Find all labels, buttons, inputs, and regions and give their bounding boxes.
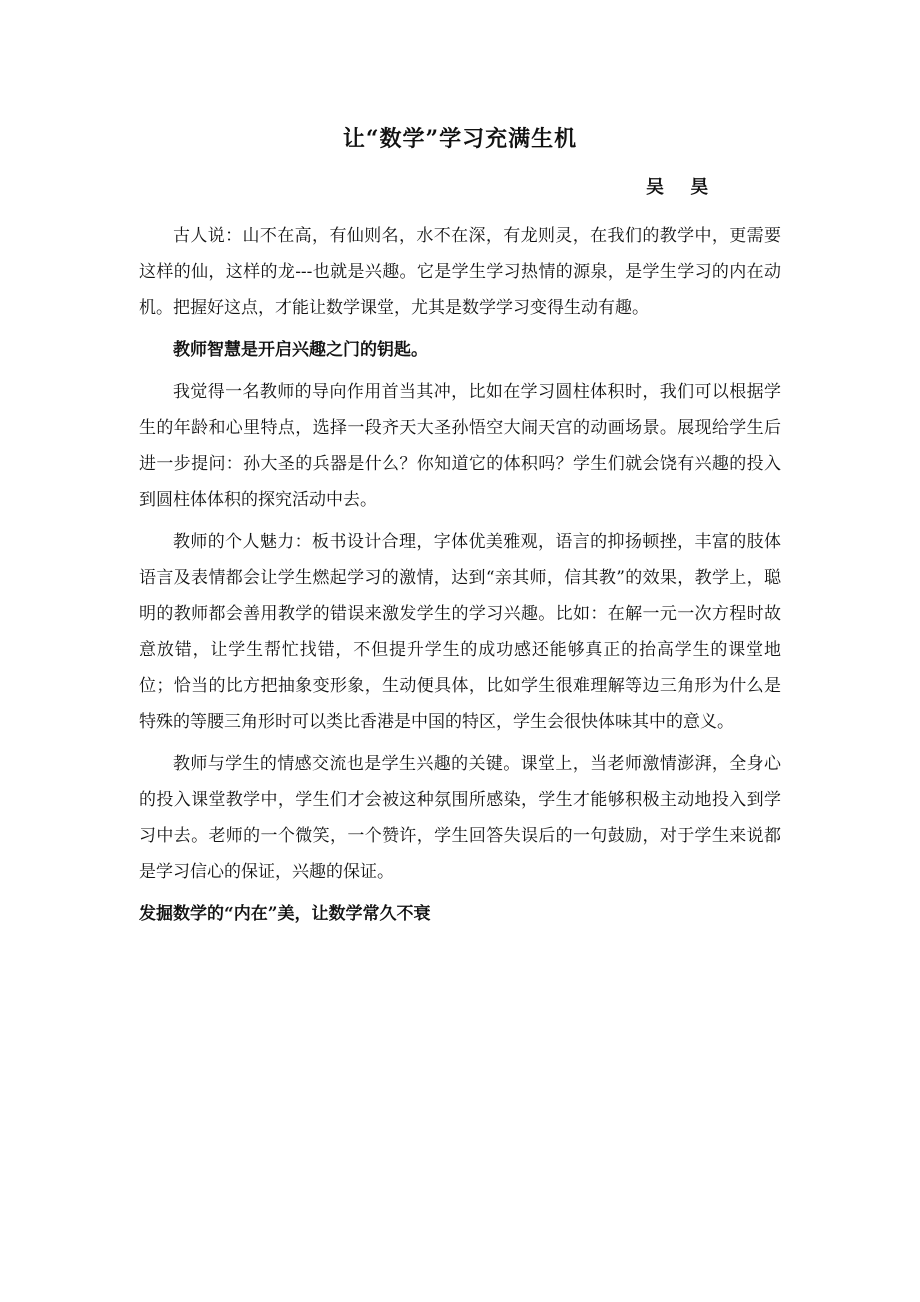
section-heading-inner-beauty: 发掘数学的“内在”美，让数学常久不衰 (139, 904, 431, 924)
document-author: 吴 昊 (646, 177, 719, 198)
paragraph-intro: 古人说：山不在高，有仙则名，水不在深，有龙则灵，在我们的教学中，更需要这样的仙，这样的龙---也就是兴趣。它是学生学习热情的源泉，是学生学习的内在动机。把握好这点，才能让数学课堂，尤其是数学学习变得生动有趣。 (139, 226, 781, 318)
section-heading-teacher-wisdom: 教师智慧是开启兴趣之门的钥匙。 (173, 340, 428, 360)
paragraph-teacher-charm: 教师的个人魅力：板书设计合理，字体优美雅观，语言的抑扬顿挫，丰富的肢体语言及表情都会让学生燃起学习的激情，达到“亲其师，信其教”的效果，教学上，聪明的教师都会善用教学的错误来激发学生的学习兴趣。比如：在解一元一次方程时故意放错，让学生帮忙找错，不但提升学生的成功感还能够真正的抬高学生的课堂地位；恰当的比方把抽象变形象，生动便具体，比如学生很难理解等边三角形为什么是特殊的等腰三角形时可以类比香港是中国的特区，学生会很快体味其中的意义。 (139, 532, 781, 732)
document-body (139, 218, 781, 932)
paragraph-teacher-guidance: 我觉得一名教师的导向作用首当其冲，比如在学习圆柱体积时，我们可以根据学生的年龄和心里特点，选择一段齐天大圣孙悟空大闹天宫的动画场景。展现给学生后进一步提问：孙大圣的兵器是什么？你知道它的体积吗？学生们就会饶有兴趣的投入到圆柱体体积的探究活动中去。 (139, 382, 781, 510)
document-title: 让“数学”学习充满生机 (342, 126, 578, 152)
paragraph-emotional-exchange: 教师与学生的情感交流也是学生兴趣的关键。课堂上，当老师激情澎湃，全身心的投入课堂教学中，学生们才会被这种氛围所感染，学生才能够积极主动地投入到学习中去。老师的一个微笑，一个赞许，学生回答失误后的一句鼓励，对于学生来说都是学习信心的保证，兴趣的保证。 (139, 754, 781, 882)
